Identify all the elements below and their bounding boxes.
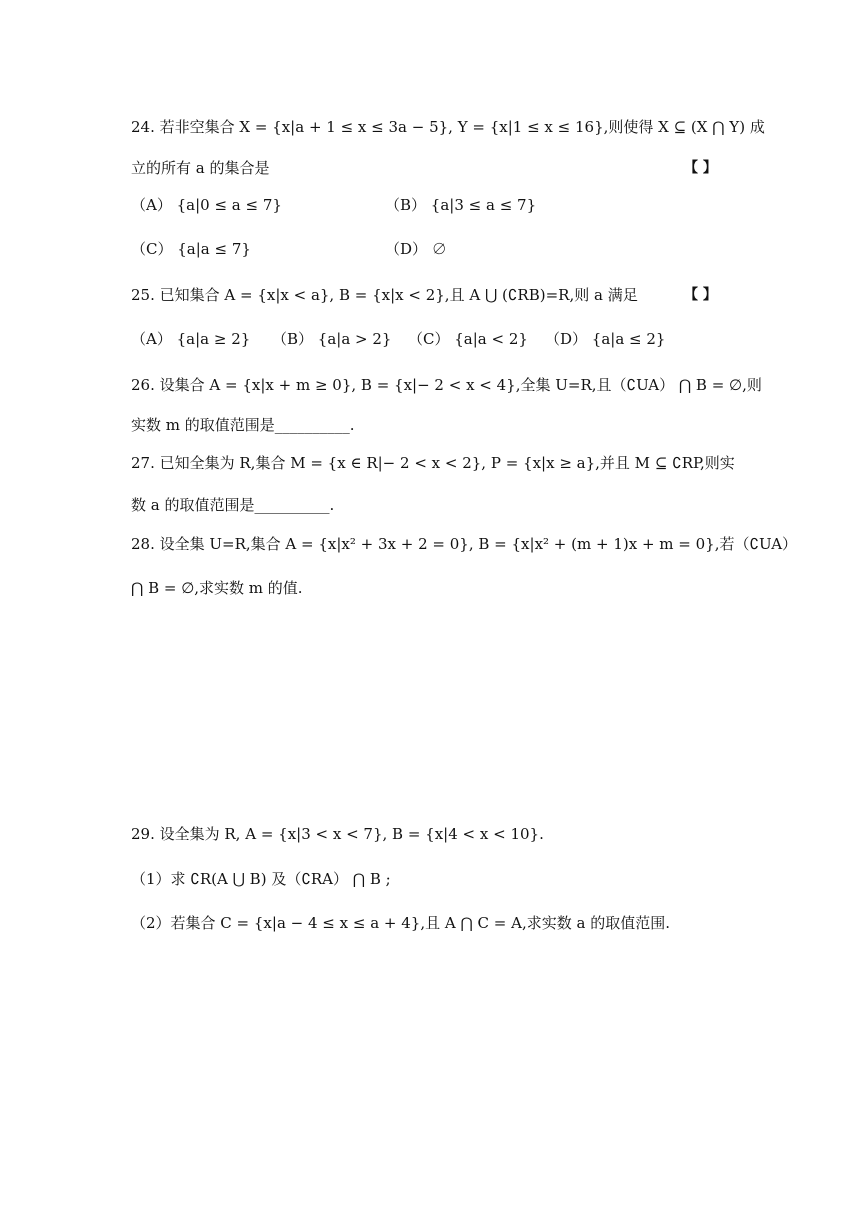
q25-option-c: （C） {a|a < 2} (408, 330, 528, 348)
q27-stem-line1: 27. 已知全集为 R,集合 M = {x ∈ R|− 2 < x < 2}, P = {x|x ≥ a},并且 M ⊆ ∁RP,则实 (131, 454, 735, 472)
q25-option-d: （D） {a|a ≤ 2} (545, 330, 666, 348)
q24-option-a: （A） {a|0 ≤ a ≤ 7} (131, 196, 282, 214)
q25-stem: 25. 已知集合 A = {x|x < a}, B = {x|x < 2},且 A ⋃ (∁RB)=R,则 a 满足 (131, 286, 638, 304)
q26-stem-line1: 26. 设集合 A = {x|x + m ≥ 0}, B = {x|− 2 < x < 4},全集 U=R,且（∁UA） ⋂ B = ∅,则 (131, 376, 762, 394)
q24-option-b: （B） {a|3 ≤ a ≤ 7} (385, 196, 537, 214)
q29-stem: 29. 设全集为 R, A = {x|3 < x < 7}, B = {x|4 < x < 10}. (131, 825, 544, 843)
q24-option-d: （D） ∅ (385, 240, 447, 258)
q26-stem-line2: 实数 m 的取值范围是__________. (131, 416, 355, 434)
q25-answer-bracket: 【 】 (684, 287, 717, 303)
q28-stem-line2: ⋂ B = ∅,求实数 m 的值. (131, 579, 303, 597)
q24-answer-bracket: 【 】 (684, 160, 717, 176)
q24-option-c: （C） {a|a ≤ 7} (131, 240, 251, 258)
q29-part-2: （2）若集合 C = {x|a − 4 ≤ x ≤ a + 4},且 A ⋂ C = A,求实数 a 的取值范围. (131, 914, 670, 932)
q25-option-b: （B） {a|a > 2} (272, 330, 392, 348)
q24-stem-line2: 立的所有 a 的集合是 (131, 159, 270, 177)
q25-option-a: （A） {a|a ≥ 2} (131, 330, 251, 348)
q24-stem-line1: 24. 若非空集合 X = {x|a + 1 ≤ x ≤ 3a − 5}, Y = {x|1 ≤ x ≤ 16},则使得 X ⊆ (X ⋂ Y) 成 (131, 118, 765, 136)
q27-stem-line2: 数 a 的取值范围是__________. (131, 496, 335, 514)
q29-part-1: （1）求 ∁R(A ⋃ B) 及（∁RA） ⋂ B ; (131, 870, 391, 888)
q28-stem-line1: 28. 设全集 U=R,集合 A = {x|x² + 3x + 2 = 0}, B = {x|x² + (m + 1)x + m = 0},若（∁UA） (131, 535, 798, 553)
